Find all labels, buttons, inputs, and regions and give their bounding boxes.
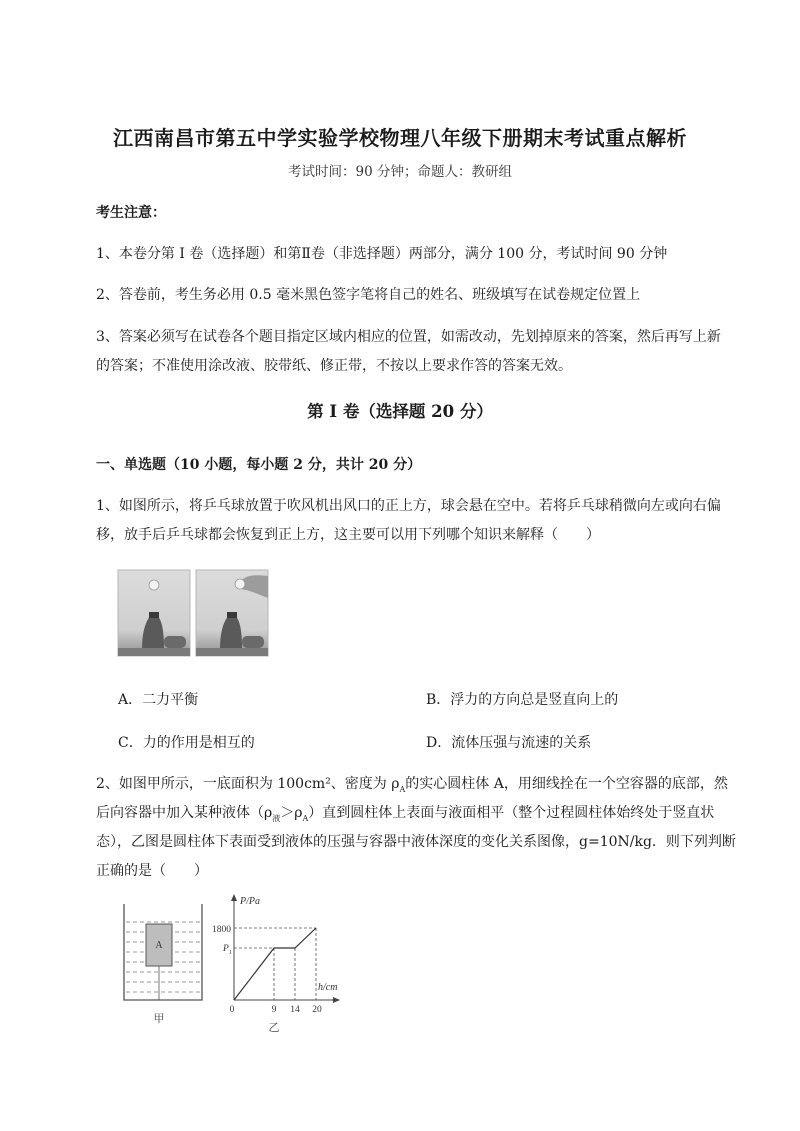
document-title: 江西南昌市第五中学实验学校物理八年级下册期末考试重点解析 <box>113 126 687 150</box>
notice-item-2: 2、答卷前，考生务必用 0.5 毫米黑色签字笔将自己的姓名、班级填写在试卷规定位置上 <box>96 287 641 303</box>
section-title: 第 I 卷（选择题 20 分） <box>307 402 493 421</box>
fig-yi-x-tick-0: 0 <box>229 1005 235 1015</box>
q1-option-a[interactable]: A．二力平衡 <box>118 692 199 708</box>
notice-item-3-cont: 的答案；不准使用涂改液、胶带纸、修正带，不按以上要求作答的答案无效。 <box>96 358 572 374</box>
q1-option-c[interactable]: C．力的作用是相互的 <box>118 735 255 751</box>
fig-yi-caption: 乙 <box>268 1021 280 1034</box>
q2-figure-graph <box>212 890 358 1038</box>
document-subtitle: 考试时间：90 分钟；命题人：教研组 <box>288 164 512 180</box>
fig-jia-caption: 甲 <box>153 1012 165 1025</box>
fig-yi-x-tick-9: 9 <box>271 1005 277 1015</box>
q2-text-line3: 态），乙图是圆柱体下表面受到液体的压强与容器中液体深度的变化关系图像，g=10N/kg．则下列判断 <box>96 834 736 850</box>
q2-figure-container <box>118 900 210 1028</box>
q1-option-b[interactable]: B．浮力的方向总是竖直向上的 <box>426 692 619 708</box>
fig-jia-block-label: A <box>155 940 163 951</box>
fig-yi-x-tick-14: 14 <box>290 1005 300 1015</box>
q2-text-line1: 2、如图甲所示，一底面积为 100cm²、密度为 $\rho_A$的实心圆柱体 A，用细线拴在一个空容器的底部，然 <box>96 776 728 794</box>
notice-heading: 考生注意： <box>96 205 166 221</box>
q2-text-line2: 后向容器中加入某种液体$(\rho_液>\rho_A)$直到圆柱体上表面与液面相平（整个过程圆柱体始终处于竖直状 <box>96 805 715 823</box>
q1-photo-right <box>196 570 268 656</box>
q1-photo-left <box>118 570 190 656</box>
part-heading: 一、单选题（10 小题，每小题 2 分，共计 20 分） <box>96 457 422 473</box>
q1-option-d[interactable]: D．流体压强与流速的关系 <box>426 735 592 751</box>
fig-yi-y-tick-p1: $P_1$ <box>223 944 232 956</box>
q1-text-line1: 1、如图所示，将乒乓球放置于吹风机出风口的正上方，球会悬在空中。若将乒乓球稍微向左或向右偏 <box>96 498 721 514</box>
fig-yi-x-axis-label: h/cm <box>318 982 338 993</box>
fig-yi-y-tick-1800: 1800 <box>212 925 231 935</box>
fig-yi-y-axis-label: P/Pa <box>240 896 260 907</box>
notice-item-3: 3、答案必须写在试卷各个题目指定区域内相应的位置，如需改动，先划掉原来的答案，然后再写上新 <box>96 329 721 345</box>
q2-text-line4: 正确的是（ ） <box>96 863 208 879</box>
q1-text-line2: 移，放手后乒乓球都会恢复到正上方，这主要可以用下列哪个知识来解释（ ） <box>96 527 600 543</box>
notice-item-1: 1、本卷分第 I 卷（选择题）和第Ⅱ卷（非选择题）两部分，满分 100 分，考试时间 90 分钟 <box>96 246 668 262</box>
fig-yi-x-tick-20: 20 <box>312 1005 322 1015</box>
